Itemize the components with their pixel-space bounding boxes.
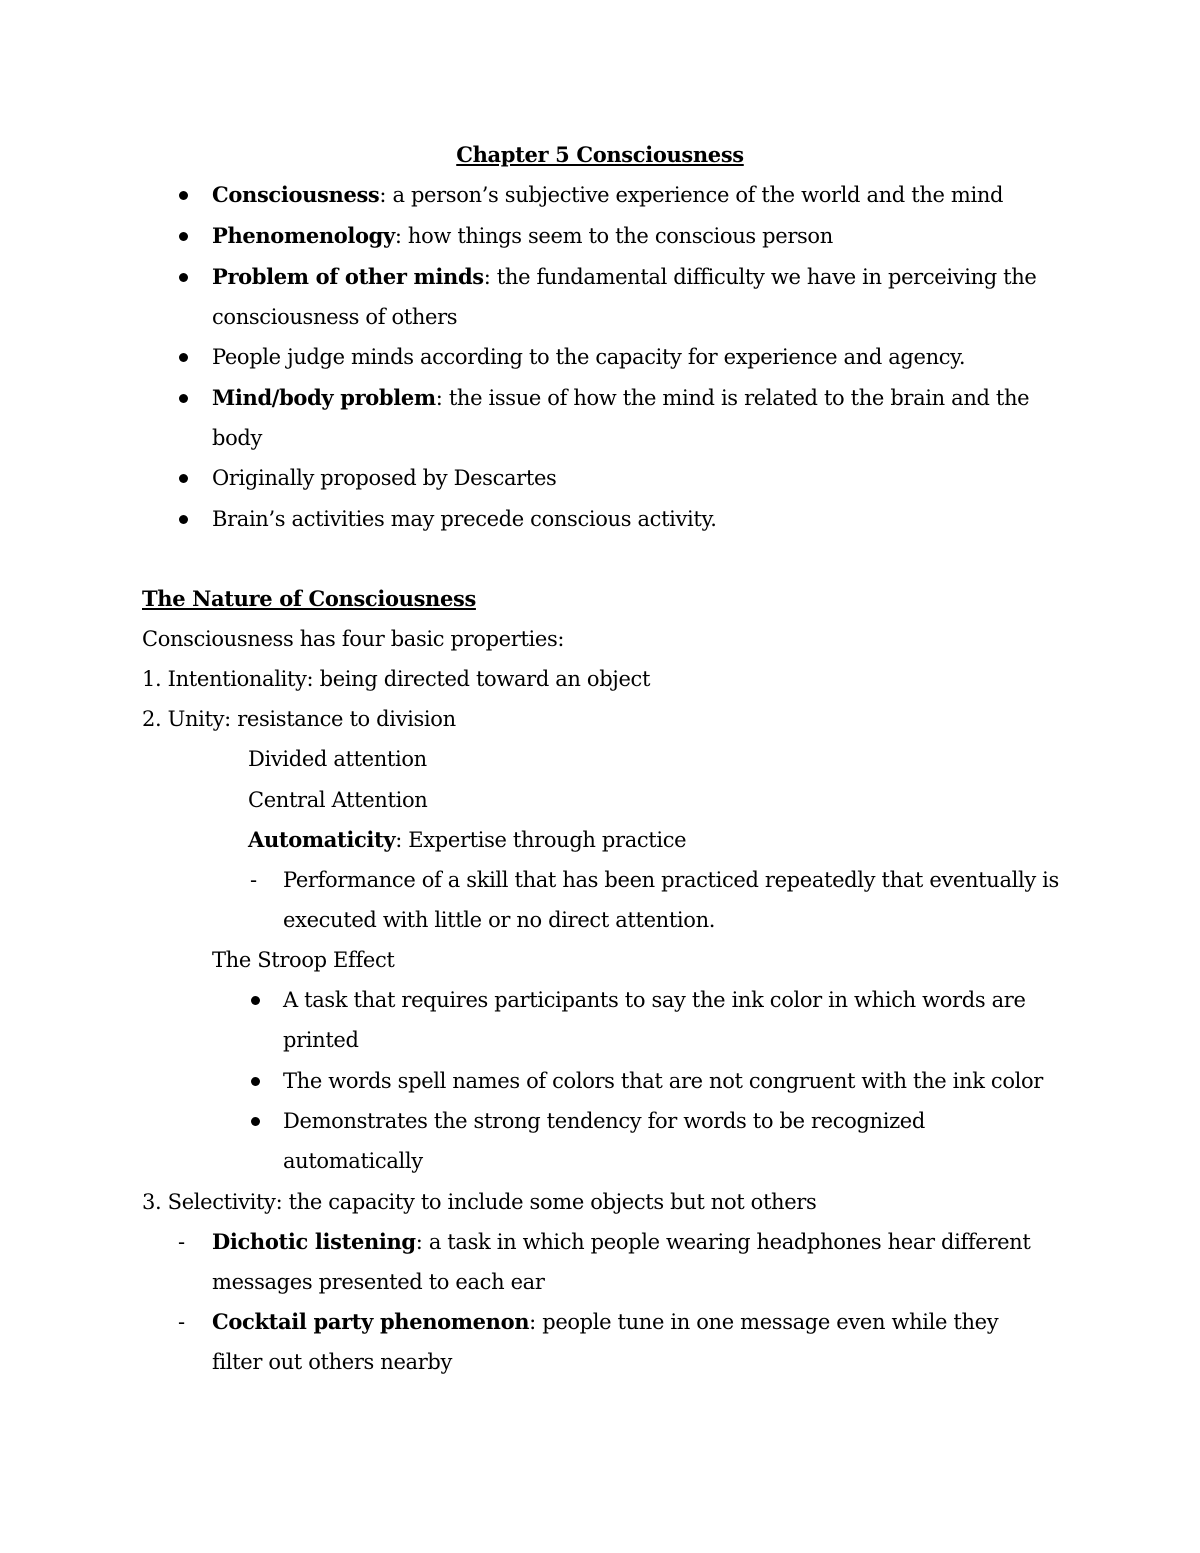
bullet-icon	[251, 1117, 260, 1126]
numbered-item: 2. Unity: resistance to division	[142, 707, 456, 731]
list-item	[212, 216, 833, 256]
list-item	[212, 175, 1003, 215]
list-item	[212, 378, 1029, 418]
term: Consciousness	[212, 182, 380, 207]
list-item: A task that requires participants to say the ink color in which words are	[283, 988, 1026, 1012]
sub-item: Central Attention	[248, 788, 428, 812]
numbered-item: 1. Intentionality: being directed toward an object	[142, 667, 651, 691]
list-item-continuation: executed with little or no direct attention.	[283, 908, 716, 932]
sub-heading: The Stroop Effect	[212, 948, 395, 972]
list-item: Demonstrates the strong tendency for words to be recognized	[283, 1109, 925, 1133]
term: Mind/body problem	[212, 385, 436, 410]
sub-item: Divided attention	[248, 747, 427, 771]
list-item-continuation: automatically	[283, 1149, 423, 1173]
list-item-continuation: consciousness of others	[212, 305, 458, 329]
bullet-icon	[251, 1077, 260, 1086]
dash-marker: -	[178, 1230, 186, 1254]
bullet-icon	[179, 232, 188, 241]
term: Phenomenology	[212, 223, 395, 248]
list-item-continuation: messages presented to each ear	[212, 1270, 545, 1294]
dash-marker: -	[250, 868, 258, 892]
term: Problem of other minds	[212, 264, 484, 289]
definition: : the issue of how the mind is related to the brain and the	[435, 386, 1030, 410]
definition: : Expertise through practice	[395, 828, 687, 852]
bullet-icon	[179, 353, 188, 362]
bullet-icon	[179, 394, 188, 403]
bullet-icon	[179, 474, 188, 483]
bullet-icon	[179, 273, 188, 282]
definition: : people tune in one message even while they	[529, 1310, 999, 1334]
bullet-icon	[179, 515, 188, 524]
list-item: Performance of a skill that has been practiced repeatedly that eventually is	[283, 868, 1059, 892]
list-item-continuation: printed	[283, 1028, 359, 1052]
numbered-item: 3. Selectivity: the capacity to include some objects but not others	[142, 1190, 817, 1214]
list-item	[212, 1222, 1030, 1262]
definition: : a person’s subjective experience of the world and the mind	[379, 183, 1004, 207]
paragraph: Consciousness has four basic properties:	[142, 627, 565, 651]
list-item-continuation: filter out others nearby	[212, 1350, 453, 1374]
list-item: People judge minds according to the capacity for experience and agency.	[212, 345, 966, 369]
term: Cocktail party phenomenon	[212, 1309, 530, 1334]
sub-item	[248, 820, 686, 860]
dash-marker: -	[178, 1310, 186, 1334]
list-item: Originally proposed by Descartes	[212, 466, 557, 490]
bullet-icon	[179, 191, 188, 200]
term: Automaticity	[248, 827, 396, 852]
bullet-icon	[251, 996, 260, 1005]
list-item	[212, 1302, 998, 1342]
definition: : how things seem to the conscious person	[394, 224, 833, 248]
definition: : the fundamental difficulty we have in perceiving the	[483, 265, 1037, 289]
list-item	[212, 257, 1037, 297]
list-item: Brain’s activities may precede conscious activity.	[212, 507, 717, 531]
definition: : a task in which people wearing headphones hear different	[415, 1230, 1031, 1254]
page-title: Chapter 5 Consciousness	[456, 142, 744, 167]
section-heading: The Nature of Consciousness	[142, 586, 476, 611]
list-item-continuation: body	[212, 426, 262, 450]
list-item: The words spell names of colors that are not congruent with the ink color	[283, 1069, 1043, 1093]
term: Dichotic listening	[212, 1229, 416, 1254]
